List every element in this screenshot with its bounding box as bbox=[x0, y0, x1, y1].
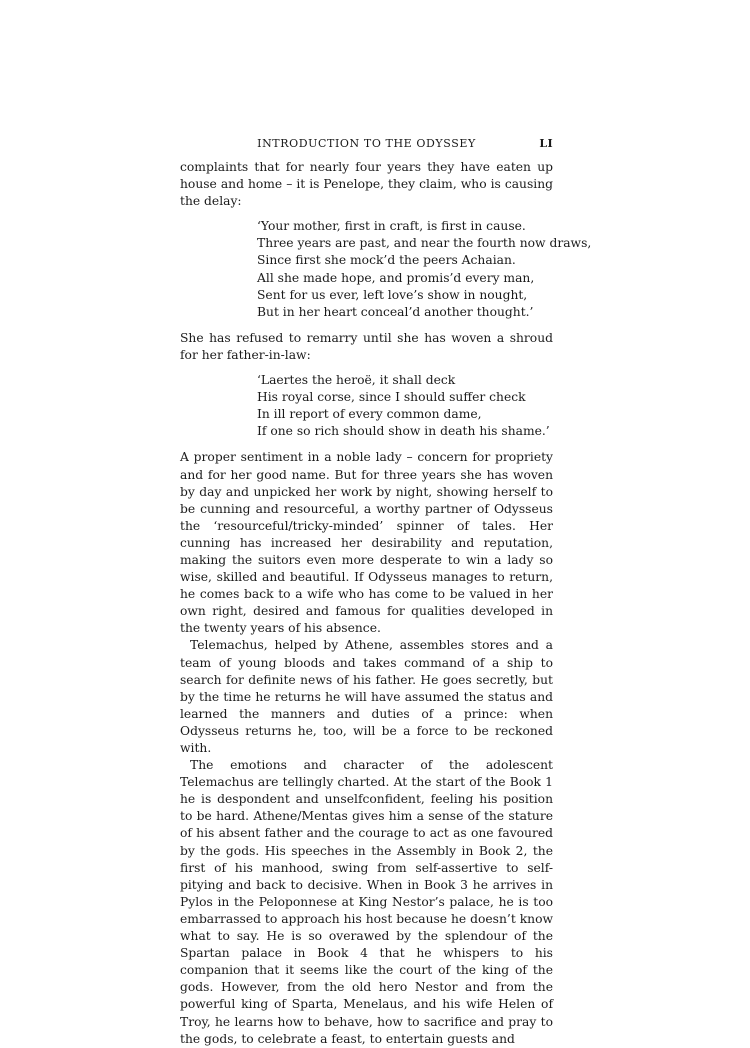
verse-line: All she made hope, and promis’d every man, bbox=[257, 270, 535, 285]
verse-line: ‘Your mother, first in craft, is first in cause. bbox=[257, 219, 526, 234]
page-number: LI bbox=[539, 137, 553, 150]
paragraph: complaints that for nearly four years they have eaten up house and home – it is Penelope, they claim, who is causing the delay: bbox=[180, 160, 553, 209]
verse-line: In ill report of every common dame, bbox=[257, 407, 482, 422]
verse-line: Since first she mock’d the peers Achaian. bbox=[257, 253, 516, 268]
running-header bbox=[180, 137, 553, 155]
paragraph: Telemachus, helped by Athene, assembles stores and a team of young bloods and takes command of a ship to search for definite news of his father. He goes secretly, but by the time he returns he will have assumed the status and learned the manners and duties of a prince: when Odysseus returns he, too, will be a force to be reckoned with. bbox=[180, 638, 553, 755]
paragraph: The emotions and character of the adolescent Telemachus are tellingly charted. At the start of the Book 1 he is despondent and unselfconfident, feeling his position to be hard. Athene/Mentas gives him a sense of the stature of his absent father and the courage to act as one favoured by the gods. His speeches in the Assembly in Book 2, the first of his manhood, swing from self-assertive to self-pitying and back to decisive. When in Book 3 he arrives in Pylos in the Peloponnese at King Nestor’s palace, he is too embarrassed to approach his host because he doesn’t know what to say. He is so overawed by the splendour of the Spartan palace in Book 4 that he whispers to his companion that it seems like the court of the king of the gods. However, from the old hero Nestor and from the powerful king of Sparta, Menelaus, and his wife Helen of Troy, he learns how to behave, how to sacrifice and pray to the gods, to celebrate a feast, to entertain guests and bbox=[180, 758, 553, 1046]
verse-quotation bbox=[257, 218, 592, 321]
paragraph: She has refused to remarry until she has woven a shroud for her father-in-law: bbox=[180, 330, 553, 362]
verse-line: ‘Laertes the heroë, it shall deck bbox=[257, 373, 456, 388]
verse-line: Three years are past, and near the fourth now draws, bbox=[257, 236, 592, 251]
verse-quotation bbox=[257, 372, 553, 440]
verse-line: If one so rich should show in death his shame.’ bbox=[257, 424, 550, 439]
verse-line: His royal corse, since I should suffer check bbox=[257, 390, 526, 405]
paragraph: A proper sentiment in a noble lady – concern for propriety and for her good name. But for three years she has woven by day and unpicked her work by night, showing herself to be cunning and resourceful, a worthy partner of Odysseus the ‘resourceful/tricky-minded’ spinner of tales. Her cunning has increased her desirability and reputation, making the suitors even more desperate to win a lady so wise, skilled and beautiful. If Odysseus manages to return, he comes back to a wife who has come to be valued in her own right, desired and famous for qualities developed in the twenty years of his absence. bbox=[180, 450, 553, 636]
verse-line: Sent for us ever, left love’s show in nought, bbox=[257, 287, 528, 302]
running-head-title: INTRODUCTION TO THE ODYSSEY bbox=[257, 137, 476, 150]
body-text bbox=[180, 159, 592, 1048]
verse-line: But in her heart conceal’d another thought.’ bbox=[257, 304, 534, 319]
